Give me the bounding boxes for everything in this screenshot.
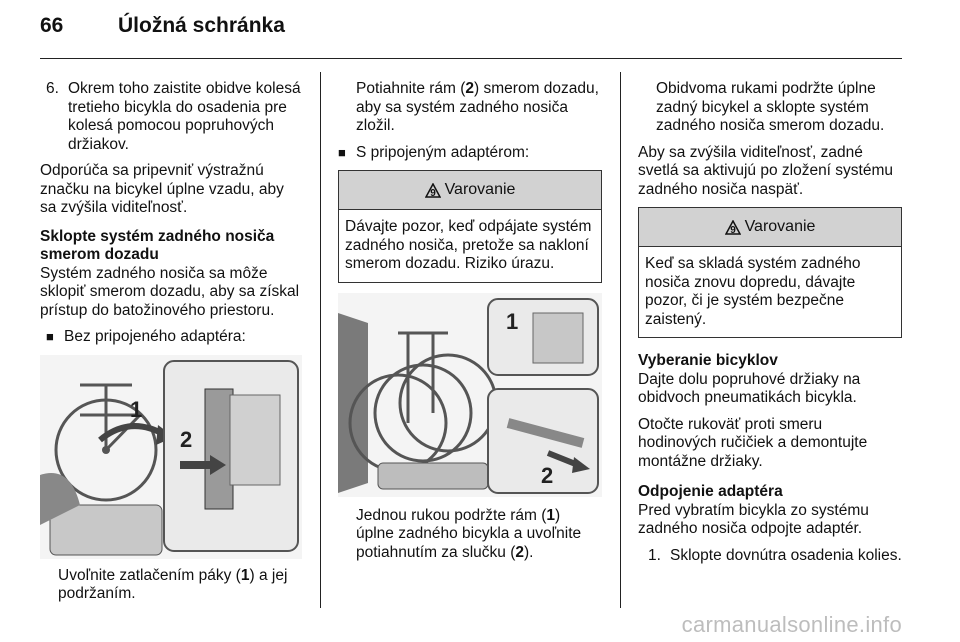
warning-text: Keď sa skladá systém zadného nosiča znovu dopredu, dávajte pozor, či je systém bezpečne zaistený. [645,255,861,328]
fold-back-body: Systém zadného nosiča sa môže sklopiť smerom dozadu, aby sa získal prístup do batožinového priestoru. [40,264,300,319]
pull-frame-text: Potiahnite rám (2) smerom dozadu, aby sa systém zadného nosiča zložil. [356,80,599,134]
figure-caption-2: Jednou rukou podržte rám (1) úplne zadného bicykla a uvoľnite potiahnutím za slučku (2). [356,506,582,561]
warning-title: Varovanie [444,180,516,198]
turn-handle-text: Otočte rukoväť proti smeru hodinových ručičiek a demontujte montážne držiaky. [638,415,868,470]
bullet-square-icon: ■ [338,144,346,160]
figure-label-2: 2 [541,462,554,488]
step-1-number: 1. [648,546,661,564]
column-2 [338,80,602,570]
bullet-text: S pripojeným adaptérom: [356,143,530,161]
warning-sign-recommendation: Odporúča sa pripevniť výstražnú značku na bicykel úplne vzadu, aby sa zvýšila viditeľnosť. [40,162,284,216]
watermark: carmanualsonline.info [681,612,902,637]
figure-release-lever [40,355,302,559]
column-3 [638,80,902,565]
figure-caption-1: Uvoľnite zatlačením páky (1) a jej podržaním. [58,566,288,602]
hold-bike-text: Obidvoma rukami podržte úplne zadný bicykel a sklopte systém zadného nosiča smerom dozadu. [656,80,885,134]
figure-label-1: 2 [180,426,193,452]
column-1 [40,80,302,612]
bullet-square-icon: ■ [46,329,54,344]
step-6 [40,80,302,154]
heading-detach-adapter: Odpojenie adaptéra [638,483,783,500]
step-1 [638,547,902,566]
warning-title: Varovanie [744,217,816,235]
figure-label-2: 1 [130,396,143,422]
detach-adapter-text: Pred vybratím bicykla zo systému zadného nosiča odpojte adaptér. [638,501,869,537]
svg-text:9: 9 [729,224,736,235]
warning-triangle-icon [425,183,441,198]
subheading-fold-back: Sklopte systém zadného nosiča smerom dozadu [40,227,275,263]
column-divider-2 [620,72,621,608]
header-rule [40,58,902,59]
figure-label-1: 1 [506,308,519,334]
step-6-text: Okrem toho zaistite obidve kolesá tretieho bicykla do osadenia pre kolesá pomocou popruhových držiakov. [68,80,301,153]
warning-text: Dávajte pozor, keď odpájate systém zadného nosiča, pretože sa nakloní smerom dozadu. Riziko úrazu. [345,218,592,272]
bullet-text: Bez pripojeného adaptéra: [64,328,246,345]
warning-box-1 [338,170,602,283]
figure-folding-carrier [338,293,602,497]
warning-box-2 [638,207,902,338]
bullet-with-adapter [338,144,602,163]
section-title: Úložná schránka [118,14,285,37]
heading-removing-bikes: Vyberanie bicyklov [638,352,778,369]
page-number: 66 [40,14,64,37]
warning-header [639,208,901,247]
warning-triangle-icon [725,220,741,235]
visibility-text: Aby sa zvýšila viditeľnosť, zadné svetlá sa aktivujú po zložení systému zadného nosiča naspäť. [638,143,894,198]
step-6-number: 6. [46,80,59,97]
warning-header [339,171,601,210]
step-1-text: Sklopte dovnútra osadenia kolies. [670,546,902,564]
remove-straps-text: Dajte dolu popruhové držiaky na obidvoch pneumatikách bicykla. [638,370,861,406]
column-divider-1 [320,72,321,608]
bullet-without-adapter [40,328,302,347]
svg-text:9: 9 [429,187,436,198]
page-header [40,14,285,38]
